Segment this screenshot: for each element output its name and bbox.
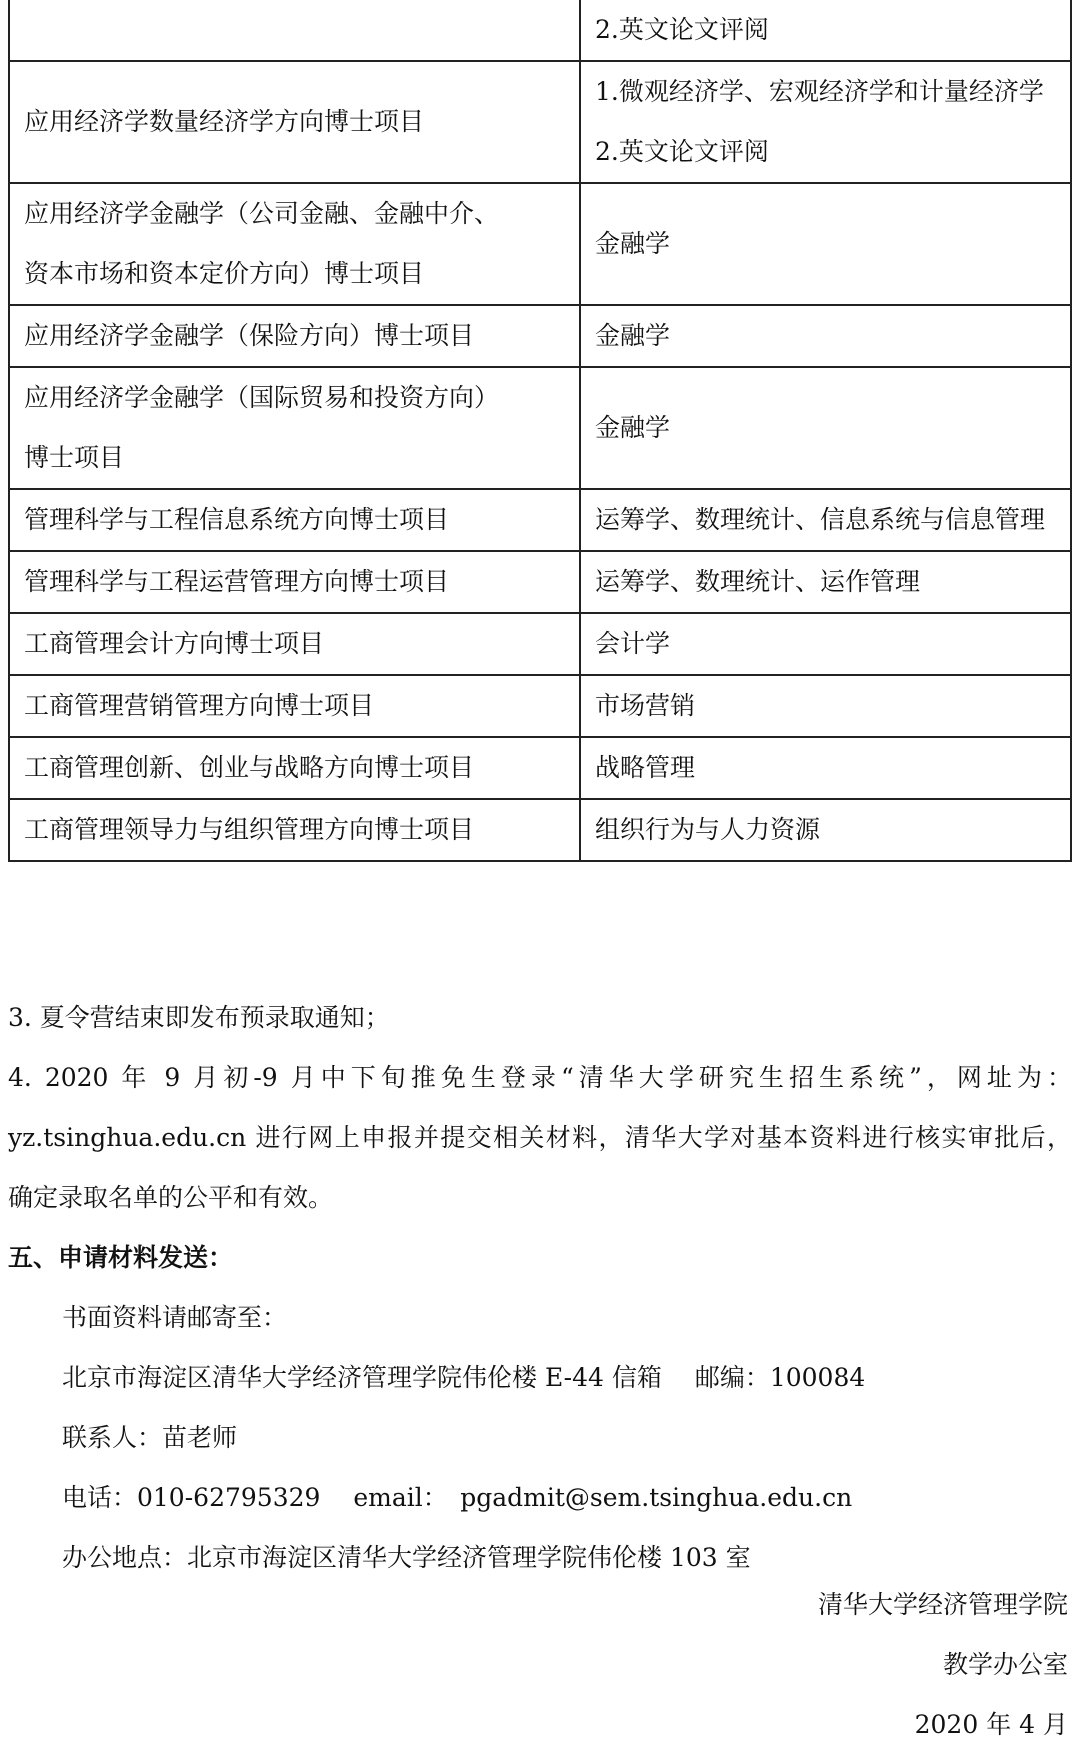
program-cell — [9, 305, 580, 367]
program-name-line: 应用经济学金融学（保险方向）博士项目 — [24, 321, 475, 350]
notice-body — [8, 988, 1072, 1588]
course-line: 市场营销 — [595, 691, 696, 720]
program-name-line: 工商管理创新、创业与战略方向博士项目 — [24, 753, 475, 782]
phone-email: 电话：010-62795329 email： pgadmit@sem.tsinghua.edu.cn — [62, 1483, 853, 1512]
course-line: 战略管理 — [595, 753, 696, 782]
table-row — [9, 799, 1071, 861]
program-name-line: 博士项目 — [24, 443, 125, 472]
signature-office: 教学办公室 — [942, 1650, 1068, 1679]
program-name-line: 资本市场和资本定价方向）博士项目 — [24, 259, 425, 288]
course-line: 运筹学、数理统计、信息系统与信息管理 — [595, 505, 1046, 534]
item-3-text: 3. 夏令营结束即发布预录取通知； — [8, 1003, 390, 1032]
program-cell — [9, 675, 580, 737]
course-cell — [580, 305, 1071, 367]
program-name-line: 应用经济学数量经济学方向博士项目 — [24, 107, 425, 136]
course-cell — [580, 799, 1071, 861]
section-5-heading: 五、申请材料发送： — [8, 1243, 234, 1272]
program-name-line: 应用经济学金融学（国际贸易和投资方向） — [24, 383, 500, 412]
course-cell — [580, 489, 1071, 551]
program-cell — [9, 61, 580, 183]
course-cell — [580, 367, 1071, 489]
table-row — [9, 551, 1071, 613]
program-name-line: 管理科学与工程运营管理方向博士项目 — [24, 567, 450, 596]
course-cell — [580, 675, 1071, 737]
course-cell — [580, 0, 1071, 61]
mail-intro: 书面资料请邮寄至： — [62, 1303, 288, 1332]
program-name-line: 工商管理营销管理方向博士项目 — [24, 691, 375, 720]
program-name-line: 应用经济学金融学（公司金融、金融中介、 — [24, 199, 500, 228]
program-cell — [9, 0, 580, 61]
course-line: 2.英文论文评阅 — [595, 137, 769, 166]
course-line: 运筹学、数理统计、运作管理 — [595, 567, 921, 596]
item-4-line-1: 4. 2020 年 9 月初-9 月中下旬推免生登录“清华大学研究生招生系统”，网址为： — [8, 1063, 1072, 1092]
signature-school: 清华大学经济管理学院 — [817, 1590, 1068, 1619]
program-course-table — [8, 0, 1072, 862]
table-row — [9, 0, 1071, 61]
course-line: 金融学 — [595, 229, 671, 258]
contact-person: 联系人：苗老师 — [62, 1423, 238, 1452]
table-row — [9, 675, 1071, 737]
course-cell — [580, 613, 1071, 675]
table-row — [9, 183, 1071, 305]
course-line: 金融学 — [595, 413, 671, 442]
program-cell — [9, 489, 580, 551]
table-row — [9, 305, 1071, 367]
table-row — [9, 737, 1071, 799]
program-name-line: 管理科学与工程信息系统方向博士项目 — [24, 505, 450, 534]
program-cell — [9, 799, 580, 861]
item-4-line-3: 确定录取名单的公平和有效。 — [8, 1183, 334, 1212]
program-cell — [9, 183, 580, 305]
course-line: 1.微观经济学、宏观经济学和计量经济学 — [595, 77, 1044, 106]
table-row — [9, 367, 1071, 489]
table-row — [9, 61, 1071, 183]
program-cell — [9, 367, 580, 489]
course-cell — [580, 737, 1071, 799]
course-line: 金融学 — [595, 321, 671, 350]
course-cell — [580, 61, 1071, 183]
program-table-body — [9, 0, 1071, 861]
office-location: 办公地点：北京市海淀区清华大学经济管理学院伟伦楼 103 室 — [62, 1543, 751, 1572]
table-row — [9, 489, 1071, 551]
course-line: 组织行为与人力资源 — [595, 815, 821, 844]
table-row — [9, 613, 1071, 675]
program-cell — [9, 737, 580, 799]
program-name-line: 工商管理领导力与组织管理方向博士项目 — [24, 815, 475, 844]
program-cell — [9, 551, 580, 613]
item-4-line-2: yz.tsinghua.edu.cn 进行网上申报并提交相关材料，清华大学对基本资料进行核实审批后， — [8, 1123, 1072, 1152]
program-name-line: 工商管理会计方向博士项目 — [24, 629, 325, 658]
program-cell — [9, 613, 580, 675]
signature-date: 2020 年 4 月 — [914, 1710, 1068, 1739]
course-cell — [580, 551, 1071, 613]
course-line: 会计学 — [595, 629, 671, 658]
course-cell — [580, 183, 1071, 305]
program-table-container — [8, 0, 1072, 862]
mailing-address: 北京市海淀区清华大学经济管理学院伟伦楼 E-44 信箱 邮编：100084 — [62, 1363, 866, 1392]
course-line: 2.英文论文评阅 — [595, 15, 769, 44]
signature-block — [818, 1575, 1068, 1755]
